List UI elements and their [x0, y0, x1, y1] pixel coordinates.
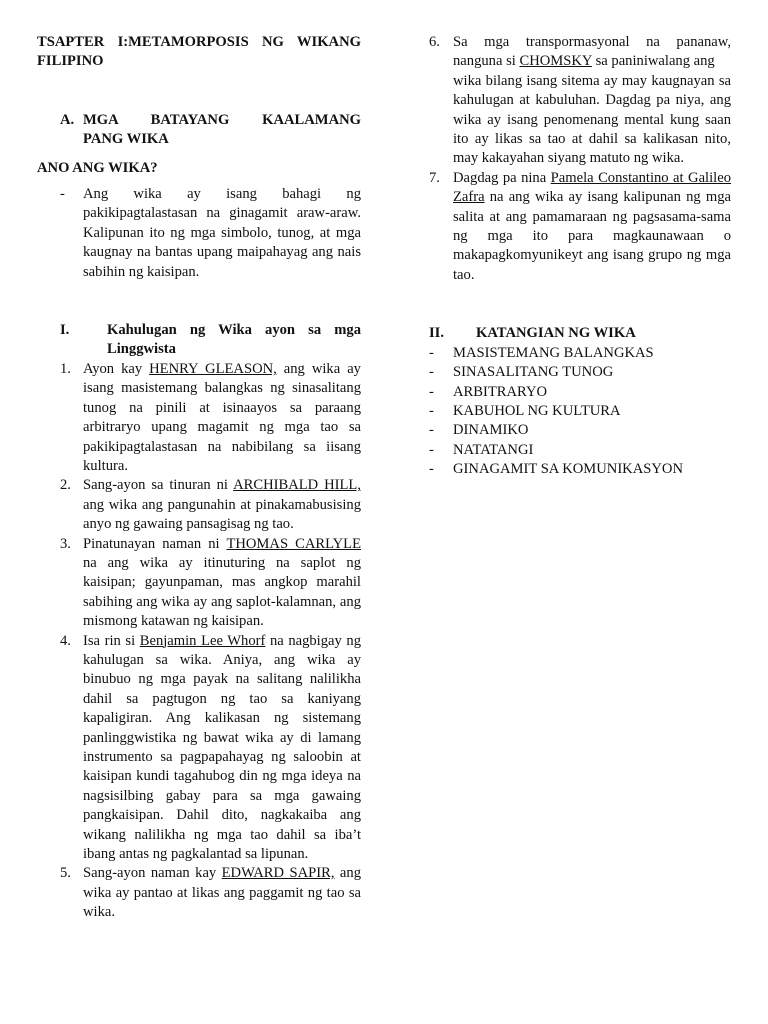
section-a-line1: MGA BATAYANG KAALAMANG — [83, 111, 361, 128]
text-lead: Sang-ayon sa tinuran ni — [83, 477, 234, 494]
list-item — [429, 33, 731, 169]
list-item — [37, 535, 361, 632]
trait-text: DINAMIKO — [453, 422, 529, 439]
section-1-text: Kahulugan ng Wika ayon sa mga Linggwista — [107, 322, 361, 358]
dash-marker: - — [429, 383, 434, 400]
dash-marker: - — [429, 422, 434, 439]
text-lead: Pinatunayan naman ni — [83, 535, 227, 552]
trait-text: GINAGAMIT SA KOMUNIKASYON — [453, 461, 683, 478]
trait-item — [429, 344, 731, 363]
text-lead: Sa mga transpormasyonal na pananaw, nanguna si — [453, 34, 731, 70]
traits-list — [429, 344, 731, 480]
list-item — [37, 864, 361, 922]
question-heading: ANO ANG WIKA? — [37, 159, 158, 176]
trait-item — [429, 363, 731, 382]
left-column — [37, 33, 361, 923]
linguist-name: Benjamin Lee Whorf — [139, 632, 266, 649]
text-rest: na ang wika ay itinuturing na saplot ng kaisipan; gayunpaman, mas angkop marahil sabihing ang wika ay ang saplot-kalamnan, ang mismong katawan ng kaisipan. — [83, 554, 361, 630]
trait-text: KABUHOL NG KULTURA — [453, 402, 621, 419]
text-rest: ang wika ay pantao at likas ang paggamit ng tao sa wika. — [83, 865, 361, 921]
list-number: 1. — [60, 360, 71, 377]
list-item-text — [83, 535, 361, 632]
list-item — [37, 360, 361, 476]
linguist-name: Pamela Constantino at Galileo Zafra — [453, 169, 731, 206]
text-lead: Ayon kay — [83, 360, 150, 377]
list-number: 3. — [60, 535, 71, 552]
dash-marker: - — [429, 441, 434, 458]
linguist-name: EDWARD SAPIR, — [221, 865, 335, 882]
list-item-text — [83, 476, 361, 534]
linguist-name: ARCHIBALD HILL, — [233, 477, 361, 494]
list-item — [37, 632, 361, 865]
dash-marker: - — [429, 344, 434, 361]
list-item-text — [83, 632, 361, 865]
linguist-list-left — [37, 360, 361, 923]
section-1-heading — [37, 321, 361, 360]
text-rest: na ang wika ay isang kalipunan ng mga salita at ang pamamaraan ng pagsasama-sama ng mga ito para magkaunawaan o makapagkomyunikeyt ang isang grupo ng mga tao. — [453, 189, 731, 283]
section-2-heading — [429, 324, 731, 343]
text-lead: Isa rin si — [83, 632, 140, 649]
linguist-name: HENRY GLEASON, — [149, 360, 277, 377]
text-rest: ang wika ay isang masistemang balangkas ng sinasalitang tunog na pinili at isinaayos sa paraang arbitraryo upang magamit ng mga tao sa pakikipagtalastasan na nabibilang sa iisang kultura. — [83, 360, 361, 474]
list-item-continuation: wika bilang isang sitema ay may kaugnayan sa kahulugan at kabuluhan. Dagdag pa niya, ang wika ay isang penomenang mental kung saan ito ay likas sa tao at dahil sa kalikasan nito, may kakayahan siyang matuto ng wika. — [453, 72, 731, 167]
list-item-text — [83, 360, 361, 476]
list-item-text — [453, 33, 731, 72]
list-item-text — [453, 169, 731, 285]
text-lead: Dagdag pa nina — [453, 169, 551, 186]
section-a-marker: A. — [60, 111, 75, 128]
trait-text: ARBITRARYO — [453, 383, 548, 400]
trait-text: MASISTEMANG BALANGKAS — [453, 344, 654, 361]
section-2-marker: II. — [429, 325, 445, 342]
chapter-title: TSAPTER I:METAMORPOSIS NG WIKANG FILIPINO — [37, 34, 361, 70]
linguist-name: THOMAS CARLYLE — [226, 535, 361, 552]
right-column — [429, 33, 731, 480]
linguist-name: CHOMSKY — [519, 53, 592, 70]
dash-marker: - — [429, 402, 434, 419]
trait-item — [429, 460, 731, 479]
definition-item — [37, 185, 361, 282]
text-lead: Sang-ayon naman kay — [83, 865, 222, 882]
dash-marker: - — [60, 186, 65, 203]
trait-item — [429, 441, 731, 460]
list-number: 7. — [429, 169, 440, 186]
list-number: 4. — [60, 632, 71, 649]
trait-text: NATATANGI — [453, 441, 534, 458]
definition-text: Ang wika ay isang bahagi ng pakikipagtalastasan na ginagamit araw-araw. Kalipunan ito ng mga simbolo, tunog, at mga kaugnay na bantas upang maipahayag ang nais sabihin ng kaisipan. — [83, 186, 361, 280]
text-rest: na nagbigay ng kahulugan sa wika. Aniya, ang wika ay binubuo ng mga payak na salitang nalilikha dahil sa pagtugon ng tao sa kaniyang kapaligiran. Ang kalikasan ng sistemang panlinggwistika ng bawat wika ay di lamang instrumento sa pagpapahayag ng saloobin at kaisipan kundi tagahubog din ng mga ideya na nagsisilbing gabay para sa mga gawaing pangkaisipan. Dahil dito, nagkakaiba ang wikang nalilikha ng mga tao dahil sa iba’t ibang antas ng pagkalantad sa lipunan. — [83, 632, 361, 863]
text-rest: ang wika ang pangunahin at pinakamabusising anyo ng gawaing pansagisag ng tao. — [83, 496, 361, 533]
section-2-text: KATANGIAN NG WIKA — [476, 325, 636, 342]
trait-item — [429, 402, 731, 421]
dash-marker: - — [429, 364, 434, 381]
list-item-text — [83, 864, 361, 922]
trait-item — [429, 383, 731, 402]
list-item — [37, 476, 361, 534]
dash-marker: - — [429, 461, 434, 478]
section-a-line2: PANG WIKA — [83, 131, 169, 148]
section-1-marker: I. — [60, 322, 70, 339]
trait-text: SINASALITANG TUNOG — [453, 364, 614, 381]
section-a-heading — [37, 111, 361, 150]
list-item — [429, 169, 731, 285]
list-number: 5. — [60, 865, 71, 882]
text-rest: sa paniniwalang ang — [591, 53, 715, 70]
trait-item — [429, 421, 731, 440]
list-number: 6. — [429, 34, 440, 50]
linguist-list-right — [429, 33, 731, 285]
list-number: 2. — [60, 477, 71, 494]
